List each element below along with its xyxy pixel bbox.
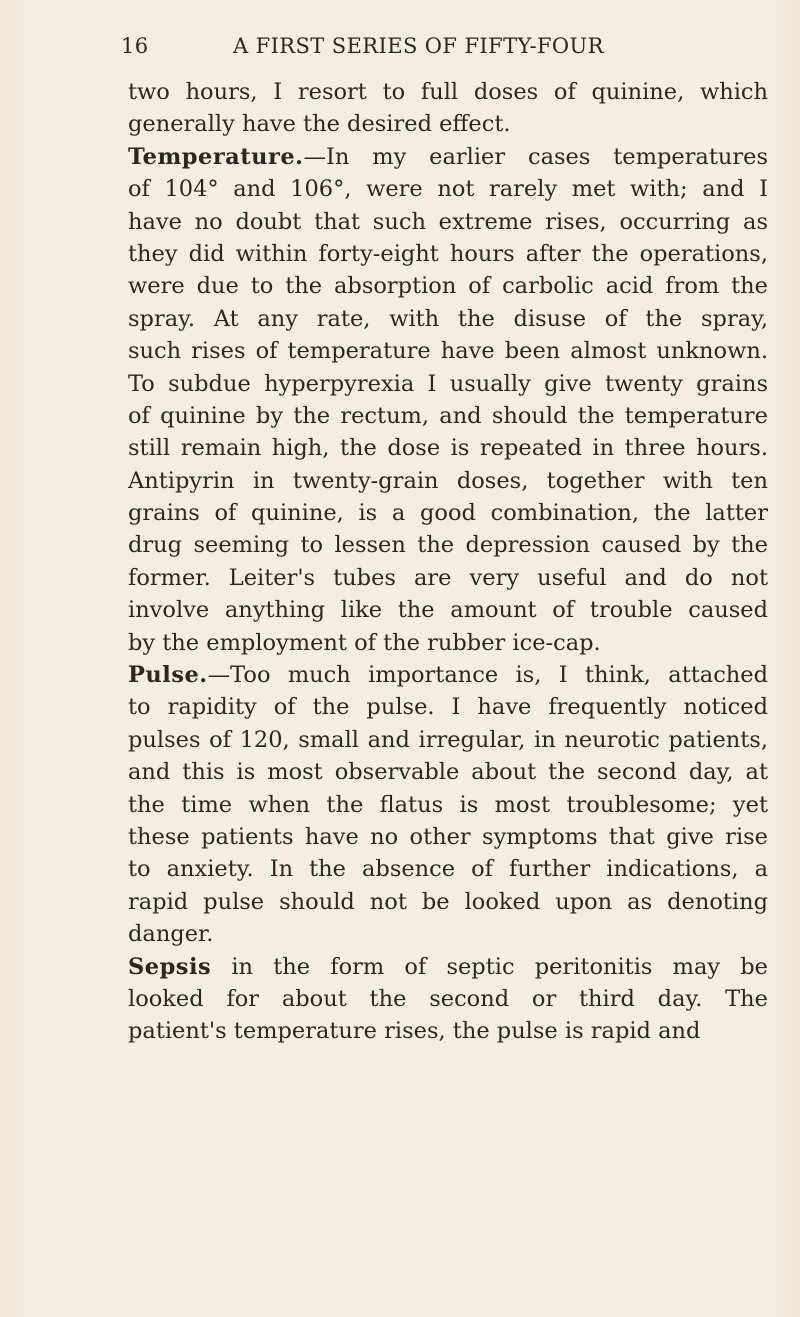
text-line: pulses of 120, small and irregular, in neurotic patients, [128,726,768,753]
heading-temperature-rest: —In my earlier cases temperatures [303,143,768,170]
text-line: Antipyrin in twenty-grain doses, together with ten [128,467,768,494]
text-line: looked for about the second or third day. The [128,985,768,1012]
text-line: by the employment of the rubber ice-cap. [128,629,601,656]
heading-pulse: Pulse. [128,662,208,689]
text-line: such rises of temperature have been almost unknown. [128,338,768,365]
text-line: danger. [128,921,214,948]
text-line: former. Leiter's tubes are very useful and do not [128,564,768,591]
body-text [128,76,768,1048]
section-temperature-line [128,141,768,173]
heading-temperature: Temperature. [128,143,304,170]
text-line: drug seeming to lessen the depression caused by the [128,532,768,559]
text-line: generally have the desired effect. [128,111,511,138]
section-sepsis-line [128,951,768,983]
text-line: still remain high, the dose is repeated in three hours. [128,435,768,462]
text-line: involve anything like the amount of trouble caused [128,597,768,624]
text-line: to anxiety. In the absence of further indications, a [128,856,768,883]
text-line: they did within forty-eight hours after the operations, [128,240,768,267]
text-line: spray. At any rate, with the disuse of the spray, [128,305,768,332]
section-pulse-line [128,659,768,691]
text-line: patient's temperature rises, the pulse is rapid and [128,1018,701,1045]
text-line: of 104° and 106°, were not rarely met with; and I [128,176,768,203]
running-head [121,34,761,64]
text-line: to rapidity of the pulse. I have frequently noticed [128,694,768,721]
text-line: and this is most observable about the second day, at [128,759,768,786]
heading-pulse-rest: —Too much importance is, I think, attached [207,662,768,689]
heading-sepsis-rest: in the form of septic peritonitis may be [211,953,768,980]
heading-sepsis: Sepsis [128,953,212,980]
text-line: have no doubt that such extreme rises, occurring as [128,208,768,235]
text-line: these patients have no other symptoms that give rise [128,823,768,850]
text-line: To subdue hyperpyrexia I usually give twenty grains [128,370,768,397]
text-line: two hours, I resort to full doses of quinine, which [128,79,768,105]
text-line: of quinine by the rectum, and should the temperature [128,402,768,429]
text-line: the time when the flatus is most troublesome; yet [128,791,768,818]
text-line: grains of quinine, is a good combination, the latter [128,500,768,527]
page-number: 16 [121,34,149,58]
text-line: rapid pulse should not be looked upon as denoting [128,888,768,915]
text-line: were due to the absorption of carbolic acid from the [128,273,768,300]
running-title: A FIRST SERIES OF FIFTY-FOUR [233,34,604,58]
